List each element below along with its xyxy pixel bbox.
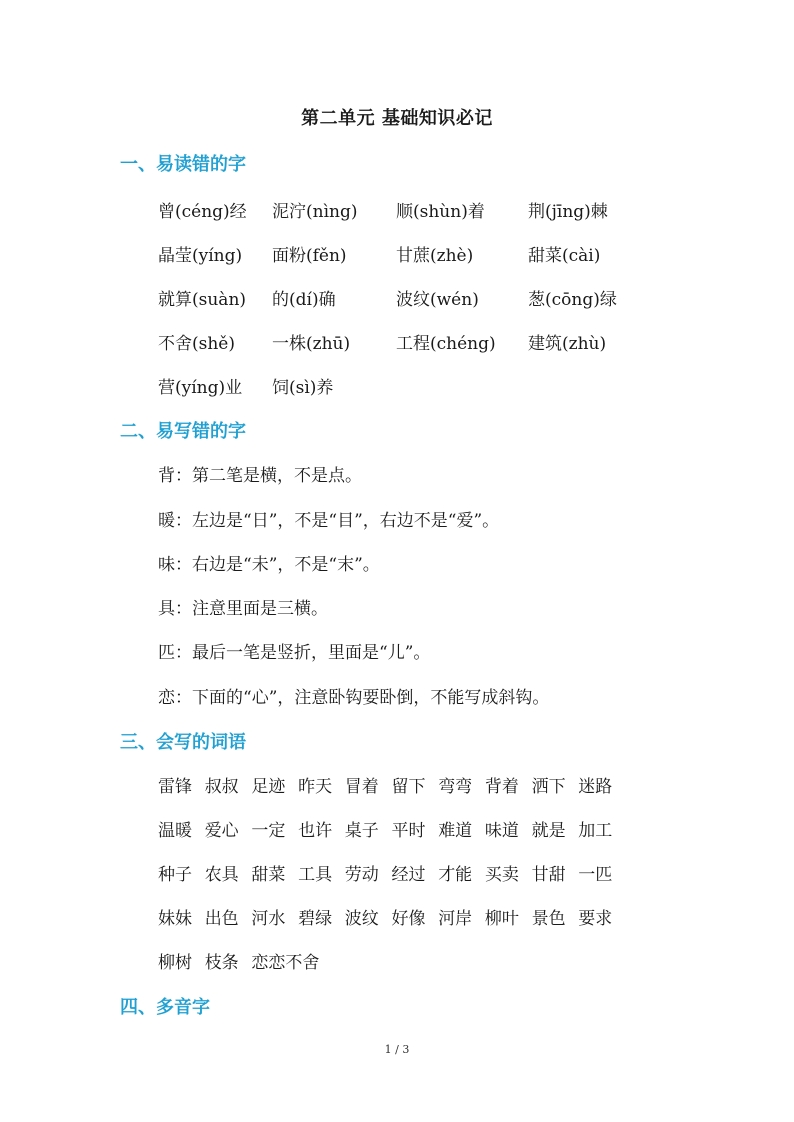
pinyin-item: 曾(céng)经	[158, 202, 247, 222]
vocabulary-word: 买卖	[484, 865, 519, 885]
pinyin-item: 晶莹(yíng)	[158, 246, 243, 266]
vocabulary-word: 甜菜	[251, 865, 286, 885]
vocabulary-word: 才能	[438, 865, 473, 885]
vocabulary-word: 甘甜	[531, 865, 566, 885]
vocabulary-word: 农具	[204, 865, 239, 885]
writing-note: 匹：最后一笔是竖折，里面是“儿”。	[158, 643, 431, 663]
vocabulary-word: 也许	[298, 821, 333, 841]
vocabulary-word: 足迹	[251, 777, 286, 797]
pinyin-item: 面粉(fěn)	[272, 246, 347, 266]
section-heading-miswritten: 二、易写错的字	[120, 421, 246, 442]
writing-note: 暖：左边是“日”，不是“目”，右边不是“爱”。	[158, 511, 500, 531]
vocabulary-word: 劳动	[344, 865, 379, 885]
pinyin-item: 泥泞(nìng)	[272, 202, 358, 222]
vocabulary-word: 河水	[251, 909, 286, 929]
pinyin-item: 工程(chéng)	[396, 334, 496, 354]
vocabulary-word: 洒下	[531, 777, 566, 797]
pinyin-item: 不舍(shě)	[158, 334, 235, 354]
vocabulary-word: 留下	[391, 777, 426, 797]
vocabulary-word: 加工	[578, 821, 613, 841]
vocabulary-word: 景色	[531, 909, 566, 929]
pinyin-item: 的(dí)确	[272, 290, 336, 310]
vocabulary-word: 温暖	[158, 821, 192, 841]
vocabulary-word: 柳叶	[484, 909, 519, 929]
writing-note: 背：第二笔是横，不是点。	[158, 466, 362, 486]
pinyin-item: 顺(shùn)着	[396, 202, 485, 222]
vocabulary-word: 昨天	[298, 777, 333, 797]
vocabulary-word: 冒着	[344, 777, 379, 797]
vocabulary-word: 出色	[204, 909, 239, 929]
vocabulary-word: 波纹	[344, 909, 379, 929]
vocabulary-word: 背着	[484, 777, 519, 797]
vocabulary-word: 枝条	[204, 953, 239, 973]
page-title: 第二单元 基础知识必记	[301, 108, 493, 129]
vocabulary-word: 工具	[298, 865, 333, 885]
writing-note: 恋：下面的“心”，注意卧钩要卧倒，不能写成斜钩。	[158, 688, 550, 708]
vocabulary-word: 经过	[391, 865, 426, 885]
vocabulary-word: 河岸	[438, 909, 473, 929]
vocabulary-word: 种子	[158, 865, 192, 885]
pinyin-item: 葱(cōng)绿	[528, 290, 617, 310]
pinyin-item: 甘蔗(zhè)	[396, 246, 474, 266]
section-heading-misread: 一、易读错的字	[120, 154, 246, 175]
vocabulary-word: 一定	[251, 821, 286, 841]
pinyin-item: 建筑(zhù)	[528, 334, 607, 354]
vocabulary-word: 桌子	[344, 821, 379, 841]
vocabulary-word: 弯弯	[438, 777, 473, 797]
page-number: 1 / 3	[384, 1043, 410, 1056]
vocabulary-word: 难道	[438, 821, 473, 841]
writing-note: 味：右边是“未”，不是“末”。	[158, 555, 380, 575]
pinyin-item: 波纹(wén)	[396, 290, 479, 310]
writing-note: 具：注意里面是三横。	[158, 599, 328, 619]
vocabulary-word: 恋恋不舍	[251, 953, 320, 973]
vocabulary-word: 一匹	[578, 865, 613, 885]
vocabulary-word: 碧绿	[298, 909, 333, 929]
pinyin-item: 荆(jīng)棘	[528, 202, 608, 222]
section-heading-polyphonic: 四、多音字	[120, 997, 210, 1018]
pinyin-item: 就算(suàn)	[158, 290, 247, 310]
vocabulary-word: 味道	[484, 821, 519, 841]
pinyin-item: 一株(zhū)	[272, 334, 351, 354]
vocabulary-word: 叔叔	[204, 777, 239, 797]
vocabulary-word: 爱心	[204, 821, 239, 841]
pinyin-item: 饲(sì)养	[272, 378, 334, 398]
pinyin-item: 营(yíng)业	[158, 378, 243, 398]
vocabulary-word: 迷路	[578, 777, 613, 797]
vocabulary-word: 雷锋	[158, 777, 192, 797]
vocabulary-word: 要求	[578, 909, 613, 929]
pinyin-item: 甜菜(cài)	[528, 246, 601, 266]
vocabulary-word: 好像	[391, 909, 426, 929]
vocabulary-word: 平时	[391, 821, 426, 841]
section-heading-vocabulary: 三、会写的词语	[120, 732, 246, 753]
vocabulary-word: 就是	[531, 821, 566, 841]
vocabulary-word: 妹妹	[158, 909, 192, 929]
vocabulary-word: 柳树	[158, 953, 192, 973]
